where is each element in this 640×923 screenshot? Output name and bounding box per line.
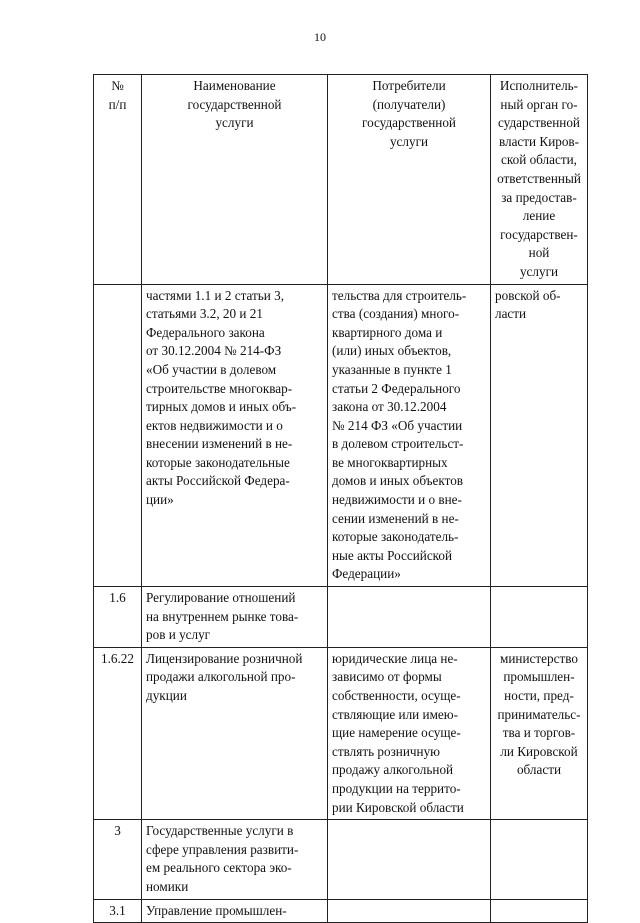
- row-service-name: Управление промышлен-: [142, 899, 328, 923]
- table-row: [94, 647, 588, 819]
- row-service-name: Регулирование отношений на внутреннем рынке това- ров и услуг: [142, 587, 328, 648]
- header-number: № п/п: [94, 75, 142, 285]
- row-executor: [491, 899, 588, 923]
- row-service-name: Государственные услуги в сфере управления развити- ем реального сектора эко- номики: [142, 820, 328, 899]
- row-consumers: [328, 587, 491, 648]
- row-service-name: Лицензирование розничной продажи алкогольной про- дукции: [142, 647, 328, 819]
- row-consumers: [328, 820, 491, 899]
- row-consumers: тельства для строитель- ства (создания) много- квартирного дома и (или) иных объектов, указанные в пункте 1 статьи 2 Федерального закона от 30.12.2004 № 214 ФЗ «Об участии в долевом строительст- ве многоквартирных домов и иных объектов недвижимости и о вне- сении изменений в не- которые законодатель- ные акты Российской Федерации»: [328, 284, 491, 587]
- row-number: 3.1: [94, 899, 142, 923]
- row-executor: [491, 587, 588, 648]
- row-consumers: юридические лица не- зависимо от формы собственности, осуще- ствляющие или имею- щие намерение осуще- ствлять розничную продажу алкогольной продукции на террито- рии Кировской области: [328, 647, 491, 819]
- header-consumers: Потребители (получатели) государственной услуги: [328, 75, 491, 285]
- table-row: [94, 899, 588, 923]
- row-executor: министерство промышлен- ности, пред- принимательс- тва и торгов- ли Кировской области: [491, 647, 588, 819]
- table-row: [94, 587, 588, 648]
- header-service-name: Наименование государственной услуги: [142, 75, 328, 285]
- row-consumers: [328, 899, 491, 923]
- header-executor: Исполнитель- ный орган го- сударственной власти Киров- ской области, ответственный за предостав- ление государствен- ной услуги: [491, 75, 588, 285]
- row-executor: [491, 820, 588, 899]
- row-number: 1.6.22: [94, 647, 142, 819]
- table-header-row: [94, 75, 588, 285]
- page-number: 10: [314, 30, 326, 44]
- row-number: 1.6: [94, 587, 142, 648]
- services-table: [93, 74, 588, 923]
- table-row: [94, 284, 588, 587]
- row-service-name: частями 1.1 и 2 статьи 3, статьями 3.2, 20 и 21 Федерального закона от 30.12.2004 № 214-ФЗ «Об участии в долевом строительстве многоквар- тирных домов и иных объ- ектов недвижимости и о внесении изменений в не- которые законодательные акты Российской Федера- ции»: [142, 284, 328, 587]
- row-executor: ровской об- ласти: [491, 284, 588, 587]
- table-row: [94, 820, 588, 899]
- row-number: 3: [94, 820, 142, 899]
- row-number: [94, 284, 142, 587]
